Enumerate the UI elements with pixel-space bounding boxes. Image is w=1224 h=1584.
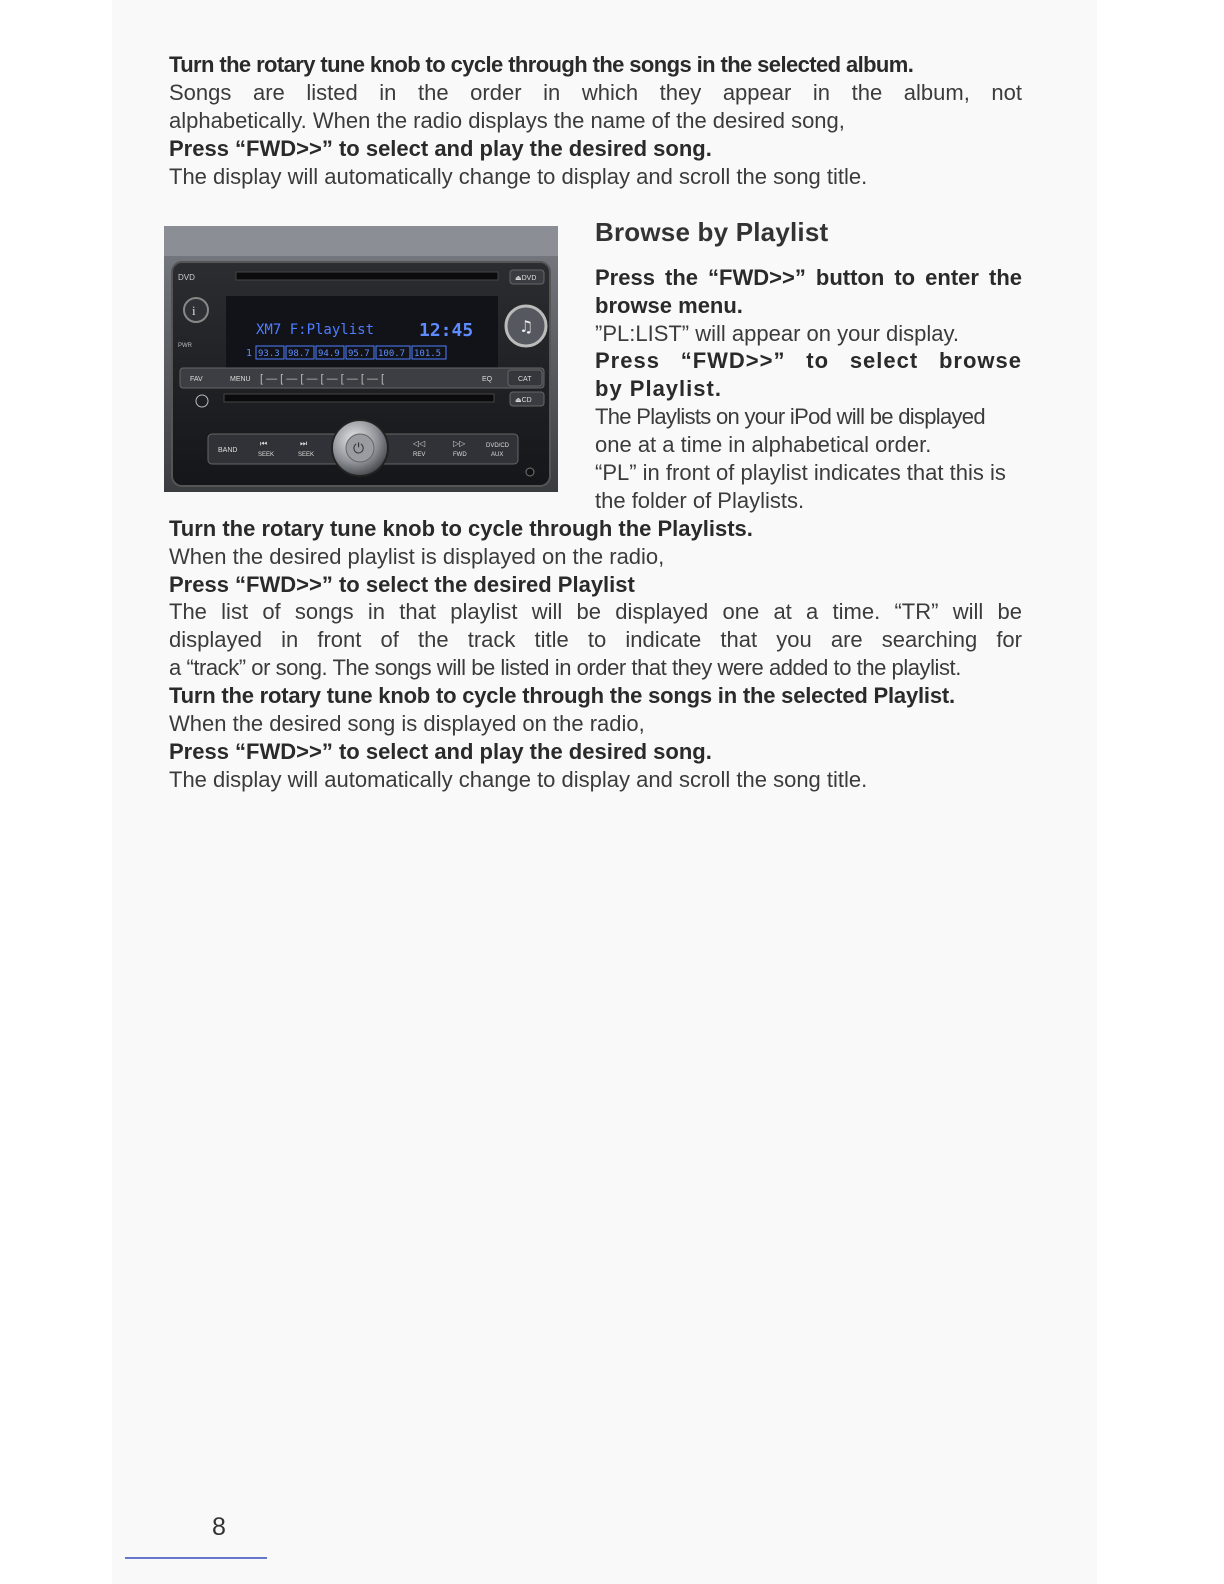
rev-button[interactable]: REV (413, 452, 426, 458)
section-title: Browse by Playlist (595, 217, 829, 247)
text-line: browse menu. (595, 293, 743, 318)
paragraph (169, 79, 1022, 107)
eq-button[interactable]: EQ (482, 376, 493, 383)
pwr-label: PWR (178, 343, 192, 349)
note-text: ”PL:LIST” will appear on your display. (595, 321, 959, 346)
svg-text:◁◁: ◁◁ (413, 439, 426, 448)
text-line: The list of songs in that playlist will be displayed one at a time. “TR” will be (169, 599, 1022, 624)
band-button[interactable]: BAND (218, 447, 238, 454)
preset-frequency: 101.5 (414, 349, 442, 359)
instruction-heading: Turn the rotary tune knob to cycle through the Playlists. (169, 516, 753, 541)
text-line: a “track” or song. The songs will be listed in order that they were added to the playlist. (169, 655, 961, 680)
note-text: “PL” in front of playlist indicates that this is (595, 460, 1006, 485)
preset-frequency: 100.7 (378, 349, 406, 359)
text-line: The display will automatically change to display and scroll the song title. (169, 164, 868, 189)
svg-text:[ — [ — [ — [ — [ — [ — [: [ — [ — [ — [ — [ — [ — [ (260, 373, 385, 385)
step-heading (595, 347, 1022, 375)
text-line: alphabetically. When the radio displays the name of the desired song, (169, 108, 845, 133)
seek-forward-button[interactable]: SEEK (298, 452, 315, 458)
seek-back-button[interactable]: SEEK (258, 452, 275, 458)
radio-illustration (164, 226, 558, 492)
cat-button[interactable]: CAT (518, 376, 532, 383)
paragraph (169, 598, 1022, 626)
fwd-button[interactable]: FWD (453, 452, 467, 458)
text-line: Press the “FWD>>” button to enter the (595, 265, 1022, 290)
info-button[interactable] (184, 298, 208, 322)
display-clock: 12:45 (419, 320, 474, 341)
instruction-heading: Turn the rotary tune knob to cycle through the songs in the selected album. (169, 52, 914, 77)
dvd-cd-button[interactable]: DVD/CD (486, 443, 510, 449)
preset-frequency: 98.7 (288, 349, 310, 359)
preset-frequency: 95.7 (348, 349, 370, 359)
paragraph (169, 626, 1022, 654)
text-line: displayed in front of the track title to indicate that you are searching for (169, 627, 1022, 652)
text-line: When the desired song is displayed on the radio, (169, 711, 645, 736)
display-source-text: XM7 F:Playlist (256, 322, 375, 338)
svg-text:⏭: ⏭ (300, 439, 308, 448)
power-icon: ⏻ (353, 441, 365, 457)
cd-eject-label: ⏏CD (515, 397, 532, 404)
aux-button[interactable]: AUX (491, 452, 504, 458)
instruction-heading: Turn the rotary tune knob to cycle through the songs in the selected Playlist. (169, 683, 955, 708)
fav-button[interactable]: FAV (190, 376, 203, 383)
text-line: by Playlist. (595, 376, 722, 401)
note-text: the folder of Playlists. (595, 488, 805, 513)
svg-text:▷▷: ▷▷ (453, 439, 466, 448)
footer-rule (125, 1557, 267, 1559)
radio-head-unit-image (164, 226, 558, 492)
preset-frequency: 93.3 (258, 349, 280, 359)
music-note-icon: ♫ (519, 317, 534, 336)
instruction-heading: Press “FWD>>” to select the desired Playlist (169, 572, 635, 597)
svg-text:⏮: ⏮ (260, 439, 268, 448)
instruction-heading: Press “FWD>>” to select and play the desired song. (169, 739, 712, 764)
page-number: 8 (212, 1513, 226, 1541)
text-line: Press “FWD>>” to select browse (595, 348, 1022, 373)
text-line: The display will automatically change to display and scroll the song title. (169, 767, 868, 792)
text-line: When the desired playlist is displayed on the radio, (169, 544, 665, 569)
text-line: Songs are listed in the order in which they appear in the album, not (169, 80, 1022, 105)
svg-text:i: i (192, 303, 196, 318)
note-text: The Playlists on your iPod will be displayed (595, 404, 985, 429)
note-text: one at a time in alphabetical order. (595, 432, 932, 457)
eject-label: ⏏DVD (515, 275, 537, 282)
dvd-logo: DVD (178, 273, 195, 282)
preset-band-indicator: 1 (246, 348, 253, 359)
step-heading (595, 264, 1022, 292)
instruction-heading: Press “FWD>>” to select and play the desired song. (169, 136, 712, 161)
menu-button[interactable]: MENU (230, 376, 251, 383)
preset-frequency: 94.9 (318, 349, 340, 359)
